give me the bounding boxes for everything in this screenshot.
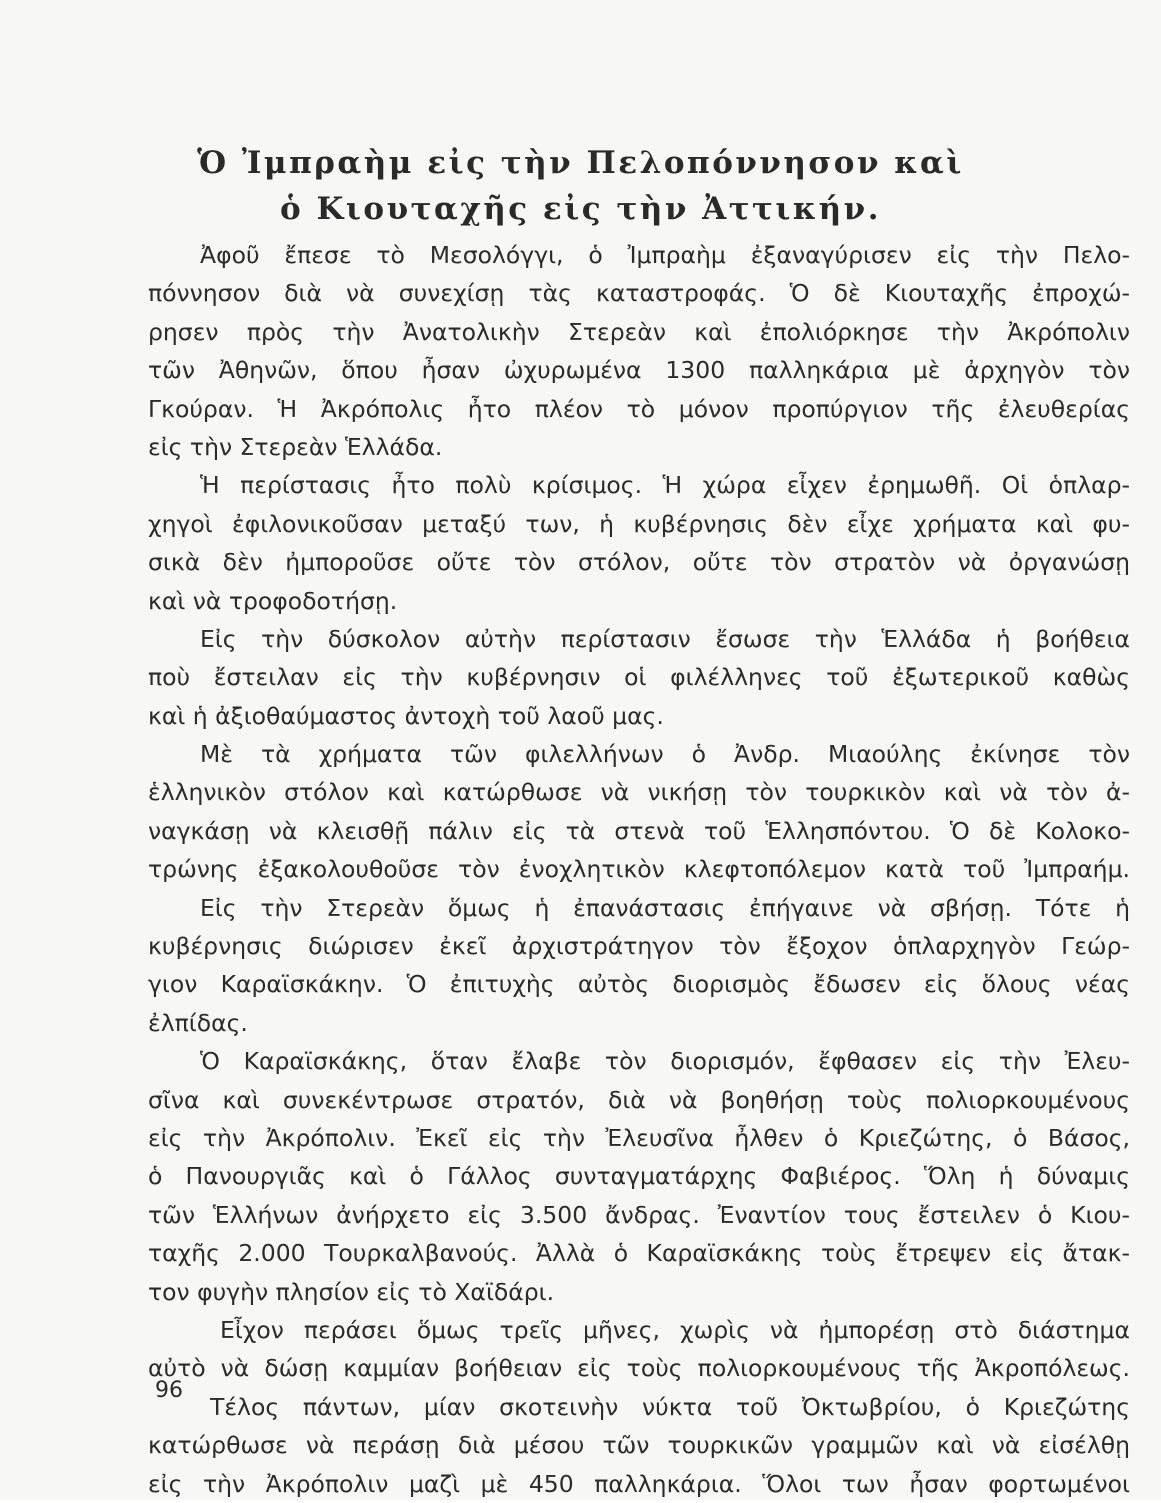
text-line: χηγοὶ ἐφιλονικοῦσαν μεταξύ των, ἡ κυβέρνησις δὲν εἶχε χρήματα καὶ φυ- (148, 509, 1130, 538)
text-line: καὶ ἡ ἀξιοθαύμαστος ἀντοχὴ τοῦ λαοῦ μας. (148, 701, 664, 730)
text-line: ἑλληνικὸν στόλον καὶ κατώρθωσε νὰ νικήσῃ τὸν τουρκικὸν καὶ νὰ τὸν ἀ- (148, 778, 1130, 807)
chapter-text (148, 236, 1130, 1503)
text-line: Ἀφοῦ ἔπεσε τὸ Μεσολόγγι, ὁ Ἰμπραὴμ ἐξαναγύρισεν εἰς τὴν Πελο- (200, 241, 1130, 269)
text-line: τῶν Ἑλλήνων ἀνήρχετο εἰς 3.500 ἄνδρας. Ἐναντίον τους ἔστειλεν ὁ Κιου- (148, 1200, 1130, 1229)
text-line: καὶ νὰ τροφοδοτήσῃ. (148, 586, 398, 615)
text-line: τον φυγὴν πλησίον εἰς τὸ Χαϊδάρι. (148, 1277, 555, 1306)
chapter-title-line: ὁ Κιουταχῆς εἰς τὴν Ἀττικήν. (280, 191, 881, 227)
text-line: Ἡ περίστασις ἦτο πολὺ κρίσιμος. Ἡ χώρα εἶχεν ἐρημωθῆ. Οἱ ὁπλαρ- (200, 471, 1130, 500)
text-line: ποὺ ἔστειλαν εἰς τὴν κυβέρνησιν οἱ φιλέλληνες τοῦ ἐξωτερικοῦ καθὼς (148, 663, 1130, 692)
text-line: ἐλπίδας. (148, 1008, 248, 1037)
text-line: αὐτὸ νὰ δώσῃ καμμίαν βοήθειαν εἰς τοὺς πολιορκουμένους τῆς Ἀκροπόλεως. (148, 1354, 1130, 1383)
chapter-title (120, 140, 1041, 232)
text-line: Εἰς τὴν δύσκολον αὐτὴν περίστασιν ἔσωσε τὴν Ἑλλάδα ἡ βοήθεια (200, 624, 1130, 653)
text-line: Εἶχον περάσει ὅμως τρεῖς μῆνες, χωρὶς νὰ ἠμπορέσῃ στὸ διάστημα (220, 1315, 1130, 1344)
text-line: ναγκάσῃ νὰ κλεισθῇ πάλιν εἰς τὰ στενὰ τοῦ Ἑλλησπόντου. Ὁ δὲ Κολοκο- (148, 816, 1130, 845)
text-line: σῖνα καὶ συνεκέντρωσε στρατόν, διὰ νὰ βοηθήσῃ τοὺς πολιορκουμένους (148, 1085, 1130, 1114)
text-line: Τέλος πάντων, μίαν σκοτεινὴν νύκτα τοῦ Ὀκτωβρίου, ὁ Κριεζώτης (210, 1392, 1130, 1421)
text-line: τρώνης ἐξακολουθοῦσε τὸν ἐνοχλητικὸν κλεφτοπόλεμον κατὰ τοῦ Ἰμπραήμ. (148, 855, 1130, 884)
text-line: εἰς τὴν Ἀκρόπολιν. Ἐκεῖ εἰς τὴν Ἐλευσῖνα ἦλθεν ὁ Κριεζώτης, ὁ Βάσος, (148, 1123, 1130, 1152)
text-line: πόννησον διὰ νὰ συνεχίσῃ τὰς καταστροφάς. Ὁ δὲ Κιουταχῆς ἐπροχώ- (148, 279, 1130, 308)
text-line: ρησεν πρὸς τὴν Ἀνατολικὴν Στερεὰν καὶ ἐπολιόρκησε τὴν Ἀκρόπολιν (148, 317, 1130, 346)
chapter-title-line: Ὁ Ἰμπραὴμ εἰς τὴν Πελοπόννησον καὶ (197, 145, 964, 181)
text-line: ὁ Πανουργιᾶς καὶ ὁ Γάλλος συνταγματάρχης Φαβιέρος. Ὅλη ἡ δύναμις (148, 1162, 1130, 1191)
text-line: εἰς τὴν Ἀκρόπολιν μαζὶ μὲ 450 παλληκάρια. Ὅλοι των ἦσαν φορτωμένοι (148, 1469, 1130, 1498)
text-line: κυβέρνησις διώρισεν ἐκεῖ ἀρχιστράτηγον τὸν ἔξοχον ὁπλαρχηγὸν Γεώρ- (148, 932, 1130, 961)
text-line: Ὁ Καραϊσκάκης, ὅταν ἔλαβε τὸν διορισμόν, ἔφθασεν εἰς τὴν Ἐλευ- (200, 1047, 1130, 1076)
text-line: τῶν Ἀθηνῶν, ὅπου ἦσαν ὠχυρωμένα 1300 παλληκάρια μὲ ἀρχηγὸν τὸν (148, 356, 1130, 385)
text-line: σικὰ δὲν ἠμποροῦσε οὔτε τὸν στόλον, οὔτε τὸν στρατὸν νὰ ὀργανώσῃ (148, 548, 1130, 577)
text-line: Μὲ τὰ χρήματα τῶν φιλελλήνων ὁ Ἀνδρ. Μιαούλης ἐκίνησε τὸν (200, 740, 1130, 769)
text-line: ταχῆς 2.000 Τουρκαλβανούς. Ἀλλὰ ὁ Καραϊσκάκης τοὺς ἔτρεψεν εἰς ἄτακ- (148, 1239, 1130, 1268)
text-line: εἰς τὴν Στερεὰν Ἑλλάδα. (148, 432, 443, 461)
text-line: κατώρθωσε νὰ περάσῃ διὰ μέσου τῶν τουρκικῶν γραμμῶν καὶ νὰ εἰσέλθῃ (148, 1431, 1130, 1460)
text-line: γιον Καραϊσκάκην. Ὁ ἐπιτυχὴς αὐτὸς διορισμὸς ἔδωσεν εἰς ὅλους νέας (148, 970, 1130, 999)
page-number: 96 (155, 1378, 183, 1403)
text-line: Εἰς τὴν Στερεὰν ὅμως ἡ ἐπανάστασις ἐπήγαινε νὰ σβήσῃ. Τότε ἡ (200, 893, 1130, 922)
text-line: Γκούραν. Ἡ Ἀκρόπολις ἦτο πλέον τὸ μόνον προπύργιον τῆς ἐλευθερίας (148, 394, 1130, 423)
